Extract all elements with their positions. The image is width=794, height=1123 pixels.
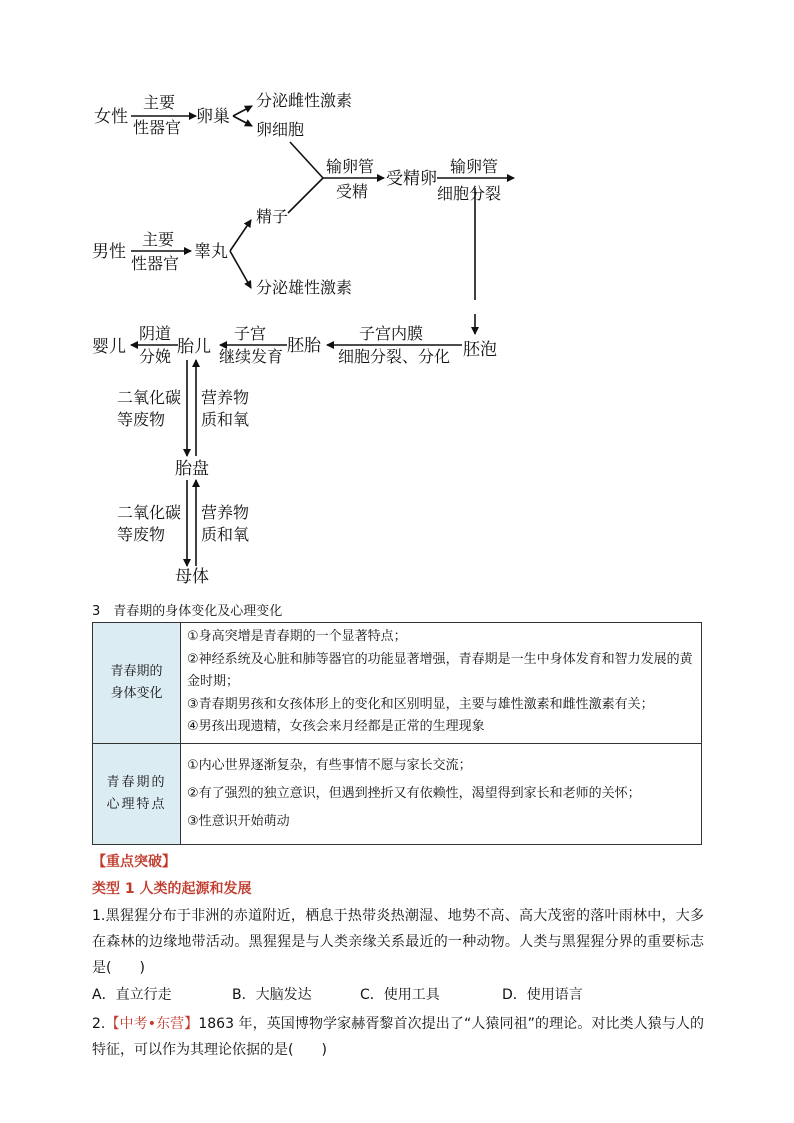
row-header-text: 青春期的心理特点 bbox=[106, 774, 167, 812]
question-2-number: 2. bbox=[92, 1016, 106, 1032]
label-androgen: 分泌雄性激素 bbox=[256, 278, 353, 297]
list-item: ③性意识开始萌动 bbox=[187, 813, 290, 829]
label-oviduct-2: 输卵管 bbox=[450, 157, 499, 176]
label-endometrium: 子宫内膜 bbox=[359, 324, 424, 343]
label-vagina: 阴道 bbox=[139, 324, 172, 343]
label-cell-division: 细胞分裂 bbox=[437, 184, 502, 203]
question-2-source: 【中考•东营】 bbox=[105, 1016, 199, 1032]
label-co2-waste-2a: 二氧化碳 bbox=[117, 503, 182, 522]
label-female-organ-top: 主要 bbox=[143, 93, 176, 112]
label-male-organ-top: 主要 bbox=[142, 230, 175, 249]
label-oviduct: 输卵管 bbox=[326, 157, 375, 176]
label-placenta: 胎盘 bbox=[175, 459, 209, 479]
option-c[interactable]: C．使用工具 bbox=[360, 987, 440, 1003]
label-nutrients-2a: 营养物 bbox=[201, 503, 250, 522]
label-uterus: 子宫 bbox=[234, 324, 267, 343]
list-item: ②有了强烈的独立意识，但遇到挫折又有依赖性，渴望得到家长和老师的关怀； bbox=[187, 785, 641, 801]
label-estrogen: 分泌雌性激素 bbox=[256, 91, 353, 110]
label-embryo: 胚胎 bbox=[287, 336, 321, 356]
label-female: 女性 bbox=[94, 107, 128, 127]
table-row bbox=[93, 743, 702, 844]
keypoint-heading: 【重点突破】 bbox=[92, 854, 176, 870]
row-header-psych bbox=[93, 743, 181, 844]
option-d[interactable]: D．使用语言 bbox=[502, 987, 583, 1003]
label-egg: 卵细胞 bbox=[256, 120, 305, 139]
label-male-organ-bottom: 性器官 bbox=[131, 254, 180, 273]
label-co2-waste-1b: 等废物 bbox=[117, 410, 166, 429]
psych-cell bbox=[181, 743, 702, 844]
label-nutrients-1a: 营养物 bbox=[201, 388, 250, 407]
list-item: ③青春期男孩和女孩体形上的变化和区别明显，主要与雄性激素和雌性激素有关； bbox=[187, 696, 654, 712]
table-row bbox=[93, 623, 702, 744]
list-item: ①身高突增是青春期的一个显著特点； bbox=[187, 629, 407, 644]
question-2 bbox=[92, 1011, 704, 1063]
type-heading: 类型 1 人类的起源和发展 bbox=[92, 881, 252, 897]
puberty-table bbox=[92, 622, 702, 845]
section-title: 3 青春期的身体变化及心理变化 bbox=[92, 604, 283, 619]
label-sperm: 精子 bbox=[256, 207, 289, 226]
question-1: 1.黑猩猩分布于非洲的赤道附近，栖息于热带炎热潮湿、地势不高、高大茂密的落叶雨林中，大多在森林的边缘地带活动。黑猩猩是与人类亲缘关系最近的一种动物。人类与黑猩猩分界的重要标志是( ) bbox=[92, 908, 704, 976]
option-b[interactable]: B．大脑发达 bbox=[232, 987, 312, 1003]
label-nutrients-2b: 质和氧 bbox=[201, 525, 250, 544]
row-header-text: 青春期的身体变化 bbox=[110, 663, 163, 701]
option-a[interactable]: A．直立行走 bbox=[92, 987, 172, 1003]
row-header-body-changes bbox=[93, 623, 181, 744]
list-item: ④男孩出现遗精，女孩会来月经都是正常的生理现象 bbox=[187, 719, 485, 734]
label-testis: 睾丸 bbox=[194, 242, 228, 262]
label-nutrients-1b: 质和氧 bbox=[201, 410, 250, 429]
label-fertilization: 受精 bbox=[336, 182, 369, 201]
label-baby: 婴儿 bbox=[92, 337, 126, 357]
list-item: ②神经系统及心脏和肺等器官的功能显著增强，青春期是一生中身体发育和智力发展的黄金时期； bbox=[187, 651, 693, 689]
label-division-differentiation: 细胞分裂、分化 bbox=[338, 347, 451, 366]
label-fetus: 胎儿 bbox=[177, 337, 211, 357]
label-co2-waste-2b: 等废物 bbox=[117, 525, 166, 544]
label-blastocyst: 胚泡 bbox=[463, 340, 497, 360]
question-2-text: 1863 年，英国博物学家赫胥黎首次提出了“人猿同祖”的理论。对比类人猿与人的特征，可以作为其理论依据的是( ) bbox=[92, 1016, 704, 1058]
label-ovary: 卵巢 bbox=[196, 107, 230, 127]
label-continue-development: 继续发育 bbox=[219, 347, 284, 366]
body-changes-cell bbox=[181, 623, 702, 744]
question-1-options bbox=[92, 984, 704, 1008]
label-zygote: 受精卵 bbox=[386, 169, 437, 189]
label-female-organ-bottom: 性器官 bbox=[133, 118, 182, 137]
label-co2-waste-1a: 二氧化碳 bbox=[117, 388, 182, 407]
label-delivery: 分娩 bbox=[139, 347, 172, 366]
label-male: 男性 bbox=[92, 242, 126, 262]
list-item: ①内心世界逐渐复杂，有些事情不愿与家长交流； bbox=[187, 757, 472, 773]
label-mother: 母体 bbox=[175, 567, 209, 587]
